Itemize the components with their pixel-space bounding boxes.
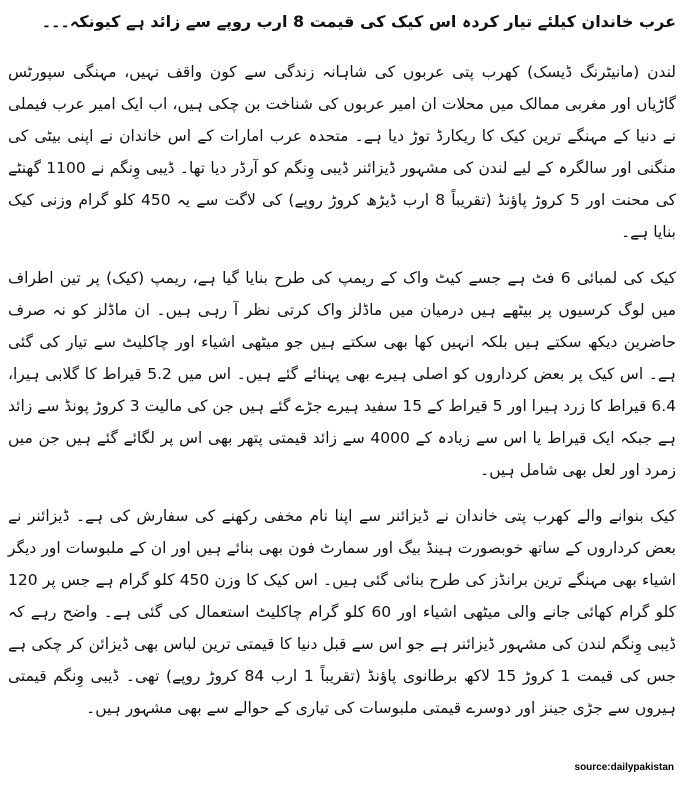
article xyxy=(8,6,676,738)
article-paragraph-3: کیک بنوانے والے کھرب پتی خاندان نے ڈیزائنر سے اپنا نام مخفی رکھنے کی سفارش کی ہے۔ ڈیزائنر نے بعض کرداروں کے ساتھ خوبصورت ہینڈ بیگ اور سمارٹ فون بھی بنائے ہیں اور ان کے ملبوسات اور دیگر اشیاء بھی مہنگے ترین برانڈز کی طرح بنائی گئی ہیں۔ اس کیک کا وزن 450 کلو گرام ہے جس پر 120 کلو گرام کھائی جانے والی میٹھی اشیاء اور 60 کلو گرام چاکلیٹ استعمال کی گئی ہے۔ واضح رہے کہ ڈیبی وِنگم لندن کی مشہور ڈیزائنر ہے جو اس سے قبل دنیا کا قیمتی ترین لباس بھی ڈیزائن کر چکی ہے جس کی قیمت 1 کروڑ 15 لاکھ برطانوی پاؤنڈ (تقریباً 1 ارب 84 کروڑ روپے) تھی۔ ڈیبی وِنگم قیمتی ہیروں سے جڑی جینز اور دوسرے قیمتی ملبوسات کی تیاری کے حوالے سے بھی مشہور ہیں۔ xyxy=(8,507,676,717)
article-paragraph-2: کیک کی لمبائی 6 فٹ ہے جسے کیٹ واک کے ریمپ کی طرح بنایا گیا ہے، ریمپ (کیک) پر تین اطراف میں لوگ کرسیوں پر بیٹھے ہیں درمیان میں ماڈلز واک کرتی نظر آ رہی ہیں۔ ان ماڈلز کو نہ صرف حاضرین دیکھ سکتے ہیں بلکہ انہیں کھا بھی سکتے ہیں جو میٹھی اشیاء اور چاکلیٹ سے تیار کی گئی ہے۔ اس کیک پر بعض کرداروں کو اصلی ہیرے بھی پہنائے گئے ہیں۔ اس میں 5.2 قیراط کا گلابی ہیرا، 6.4 قیراط کا زرد ہیرا اور 5 قیراط کے 15 سفید ہیرے جڑے گئے ہیں جن کی مالیت 3 کروڑ پونڈ سے زائد ہے جبکہ ایک قیراط یا اس سے زیادہ کے 4000 سے زائد قیمتی پتھر بھی اس پر لگائے گئے ہیں جن میں زمرد اور لعل بھی شامل ہیں۔ xyxy=(8,269,677,479)
article-title: عرب خاندان کیلئے تیار کردہ اس کیک کی قیمت 8 ارب روپے سے زائد ہے کیونکہ۔۔۔ xyxy=(41,12,676,31)
source-credit: source:dailypakistan xyxy=(574,762,674,773)
article-paragraph-1: لندن (مانیٹرنگ ڈیسک) کھرب پتی عربوں کی شاہانہ زندگی سے کون واقف نہیں، مہنگی سپورٹس گاڑیاں اور مغربی ممالک میں محلات ان امیر عربوں کی شناخت بن چکی ہیں، اب ایک امیر عرب فیملی نے دنیا کے مہنگے ترین کیک کا ریکارڈ توڑ دیا ہے۔ متحدہ عرب امارات کے اس خاندان نے اپنی بیٹی کی منگنی اور سالگرہ کے لیے لندن کی مشہور ڈیزائنر ڈیبی وِنگم کو آرڈر دیا تھا۔ ڈیبی وِنگم نے 1100 گھنٹے کی محنت اور 5 کروڑ پاؤنڈ (تقریباً 8 ارب ڈیڑھ کروڑ روپے) کی لاگت سے یہ 450 کلو گرام وزنی کیک بنایا ہے۔ xyxy=(8,63,677,241)
